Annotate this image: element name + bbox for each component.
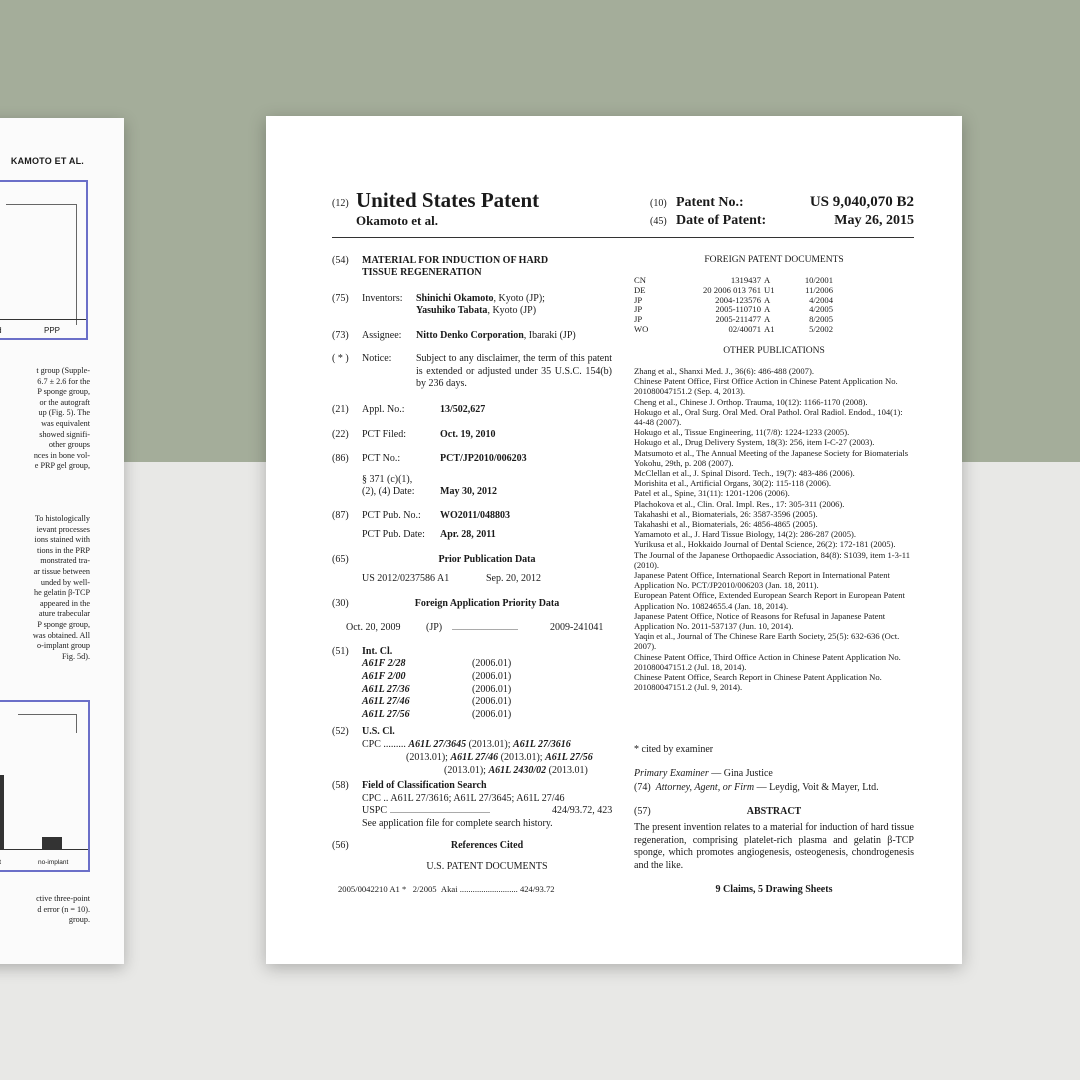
pct-pub-no-label: PCT Pub. No.: bbox=[362, 510, 421, 521]
claims-summary: 9 Claims, 5 Drawing Sheets bbox=[715, 884, 833, 895]
attorney: (74) Attorney, Agent, or Firm — Leydig, Voit & Mayer, Ltd. bbox=[634, 782, 879, 793]
int-cl-code: A61F 2/00 bbox=[362, 670, 406, 682]
inventors-label: Inventors: bbox=[362, 293, 403, 304]
left-page-header: KAMOTO ET AL. bbox=[10, 156, 84, 166]
fcs-uspc-label: USPC bbox=[362, 805, 388, 816]
us-doc-row: 2005/0042210 A1 * 2/2005 Akai ........................... 424/93.72 bbox=[338, 884, 555, 894]
code-notice: ( * ) bbox=[332, 353, 349, 364]
foreign-doc-row bbox=[634, 325, 836, 335]
code-21: (21) bbox=[332, 404, 349, 415]
cpc-line-3: (2013.01); A61L 2430/02 (2013.01) bbox=[444, 765, 588, 776]
code-22: (22) bbox=[332, 429, 349, 440]
patent-date: May 26, 2015 bbox=[834, 213, 914, 228]
chart-label bbox=[0, 859, 1, 866]
foreign-doc-date: 11/2006 bbox=[805, 284, 833, 295]
fcs-uspc-dots: .................................................. bbox=[390, 806, 490, 815]
int-cl-label: Int. Cl. bbox=[362, 646, 393, 657]
abstract-text: The present invention relates to a material for induction of hard tissue regeneration, comprising platelet-rich plasma and gelatin β-TCP sponge, which promotes angiogenesis, osteogenesis, chondrogenesis and the like. bbox=[634, 822, 914, 871]
code-86: (86) bbox=[332, 453, 349, 464]
chart-bracket bbox=[18, 714, 77, 733]
int-cl-row bbox=[362, 658, 511, 671]
other-pub-item: Takahashi et al., Biomaterials, 26: 3587-3596 (2005). bbox=[634, 508, 818, 519]
invention-title-2: TISSUE REGENERATION bbox=[362, 267, 482, 278]
left-text-line: up (Fig. 5). The bbox=[38, 408, 90, 418]
left-text-line: o-implant group bbox=[37, 641, 90, 651]
left-text-line: e PRP gel group, bbox=[34, 461, 90, 471]
int-cl-version: (2006.01) bbox=[472, 658, 512, 669]
patent-no: US 9,040,070 B2 bbox=[809, 194, 914, 210]
patent-no-label: Patent No.: bbox=[676, 195, 744, 210]
chart-axis bbox=[0, 319, 86, 320]
left-text-line: tions in the PRP bbox=[36, 545, 90, 555]
int-cl-row bbox=[362, 671, 511, 684]
code-57: (57) bbox=[634, 806, 651, 817]
inventor-2: Yasuhiko Tabata, Kyoto (JP) bbox=[416, 305, 537, 316]
int-cl-version: (2006.01) bbox=[472, 670, 512, 682]
left-partial-page bbox=[0, 118, 124, 964]
foreign-doc-date: 4/2005 bbox=[809, 304, 833, 315]
foreign-doc-kind: A bbox=[764, 314, 771, 325]
int-cl-row bbox=[362, 696, 511, 709]
int-cl-code: A61L 27/36 bbox=[362, 683, 410, 695]
other-pub-item: The Journal of the Japanese Orthopaedic Association, 84(8): S1039, item 1-3-11 (2010). bbox=[634, 549, 911, 570]
other-pub-item: Yaqin et al., Journal of The Chinese Rare Earth Society, 25(5): 632-636 (Oct. 2007). bbox=[634, 631, 900, 652]
left-text-block-2 bbox=[0, 514, 90, 662]
notice-text: Subject to any disclaimer, the term of this patent is extended or adjusted under 35 U.S.C. 154(b) by 236 days. bbox=[416, 353, 612, 389]
other-pub-item: McClellan et al., J. Spinal Disord. Tech., 19(7): 483-486 (2006). bbox=[634, 468, 855, 479]
left-text-line: To histologically bbox=[34, 514, 90, 523]
int-cl-version: (2006.01) bbox=[472, 683, 512, 695]
left-text-line: showed signifi- bbox=[39, 429, 90, 439]
int-cl-version: (2006.01) bbox=[472, 696, 512, 708]
foreign-doc-no: 02/40071 bbox=[728, 323, 761, 334]
patent-page bbox=[266, 116, 962, 964]
int-cl-row bbox=[362, 684, 511, 697]
other-pub-item: Patel et al., Spine, 31(11): 1201-1206 (2006). bbox=[634, 488, 790, 499]
chart-label: PPP bbox=[44, 326, 61, 335]
prior-pub-no: US 2012/0237586 A1 bbox=[362, 573, 450, 584]
left-text-line: t group (Supple- bbox=[36, 366, 90, 375]
date-label: Date of Patent: bbox=[676, 213, 767, 228]
patent-title: United States Patent bbox=[356, 188, 540, 212]
abstract-heading: ABSTRACT bbox=[746, 806, 802, 817]
foreign-doc-kind: A1 bbox=[764, 323, 775, 334]
other-pub-item: Yurikusa et al., Hokkaido Journal of Dental Science, 26(2): 172-181 (2005). bbox=[634, 539, 896, 550]
foreign-doc-kind: A bbox=[764, 304, 771, 315]
foreign-docs-heading: FOREIGN PATENT DOCUMENTS bbox=[704, 255, 844, 265]
code-10: (10) bbox=[650, 198, 667, 209]
appl-no: 13/502,627 bbox=[440, 404, 486, 415]
left-text-line: group. bbox=[68, 915, 90, 925]
left-chart-2 bbox=[0, 700, 90, 872]
notice-label: Notice: bbox=[362, 353, 392, 364]
left-text-line: ions stained with bbox=[34, 535, 90, 545]
foreign-doc-no: 2005-211477 bbox=[715, 314, 761, 325]
foreign-doc-country: JP bbox=[634, 304, 643, 315]
left-text-line: was obtained. All bbox=[32, 630, 90, 640]
left-text-block-3 bbox=[0, 894, 90, 926]
chart-bracket bbox=[6, 204, 77, 325]
chart-axis bbox=[0, 849, 88, 850]
refs-heading: References Cited bbox=[450, 840, 524, 851]
other-pub-item: Zhang et al., Shanxi Med. J., 36(6): 486-488 (2007). bbox=[634, 366, 814, 376]
chart-label bbox=[0, 326, 2, 335]
code-52: (52) bbox=[332, 726, 349, 737]
prior-pub-heading: Prior Publication Data bbox=[438, 554, 536, 565]
left-text-line: nces in bone vol- bbox=[33, 450, 90, 460]
inventor-1: Shinichi Okamoto, Kyoto (JP); bbox=[416, 293, 545, 304]
left-text-line: 6.7 ± 2.6 for the bbox=[37, 376, 90, 386]
left-text-line: or the autograft bbox=[39, 397, 90, 407]
other-pub-item: Japanese Patent Office, Notice of Reasons for Refusal in Japanese Patent Application No. 2011-537137 (Jun. 10, 2014). bbox=[634, 610, 886, 632]
other-pub-item: Takahashi et al., Biomaterials, 26: 4856-4865 (2005). bbox=[634, 519, 818, 530]
left-text-line: ctive three-point bbox=[36, 894, 90, 903]
pct-filed-label: PCT Filed: bbox=[362, 429, 406, 440]
code-45: (45) bbox=[650, 216, 667, 227]
left-text-block-1 bbox=[0, 366, 90, 472]
fp-dots: ................................. bbox=[452, 623, 518, 632]
pct-filed: Oct. 19, 2010 bbox=[440, 429, 496, 440]
other-pub-item: Matsumoto et al., The Annual Meeting of the Japanese Society for Biomaterials Yokohu, 29th, p. 208 (2007). bbox=[634, 447, 909, 468]
other-pub-item: Chinese Patent Office, Search Report in Chinese Patent Application No. 201080047151.2 (Jul. 9, 2014). bbox=[634, 672, 882, 693]
int-cl-table bbox=[362, 658, 511, 722]
foreign-doc-country: CN bbox=[634, 275, 646, 285]
other-pub-item: Chinese Patent Office, First Office Action in Chinese Patent Application No. 201080047151.2 (Sep. 4, 2013). bbox=[634, 376, 898, 397]
s371-label-2: (2), (4) Date: bbox=[362, 486, 415, 497]
other-pub-item: Plachokova et al., Clin. Oral. Impl. Res., 17: 305-311 (2006). bbox=[634, 498, 845, 509]
foreign-doc-no: 1319437 bbox=[730, 275, 761, 285]
pct-no: PCT/JP2010/006203 bbox=[440, 453, 527, 464]
primary-examiner: Primary Examiner — Gina Justice bbox=[634, 768, 773, 779]
int-cl-row bbox=[362, 709, 511, 722]
foreign-doc-kind: A bbox=[764, 275, 771, 285]
left-text-line: monstrated tra- bbox=[40, 556, 90, 566]
foreign-priority-heading: Foreign Application Priority Data bbox=[414, 598, 560, 609]
code-30: (30) bbox=[332, 598, 349, 609]
pct-pub-date-label: PCT Pub. Date: bbox=[362, 529, 425, 540]
int-cl-code: A61F 2/28 bbox=[362, 658, 406, 669]
foreign-docs-table bbox=[634, 276, 836, 335]
other-pub-item: Hokugo et al., Tissue Engineering, 11(7/8): 1224-1233 (2005). bbox=[634, 427, 850, 438]
int-cl-version: (2006.01) bbox=[472, 709, 512, 721]
int-cl-code: A61L 27/56 bbox=[362, 709, 410, 721]
cpc-line-2: (2013.01); A61L 27/46 (2013.01); A61L 27/56 bbox=[406, 752, 593, 763]
left-text-line: Fig. 5d). bbox=[62, 651, 90, 661]
code-54: (54) bbox=[332, 255, 349, 266]
int-cl-code: A61L 27/46 bbox=[362, 696, 410, 708]
s371-label-1: § 371 (c)(1), bbox=[362, 474, 413, 485]
us-docs-heading: U.S. PATENT DOCUMENTS bbox=[426, 861, 548, 872]
other-pub-item: European Patent Office, Extended European Search Report in European Patent Application No. 10824655.4 (Jan. 18, 2014). bbox=[634, 590, 905, 611]
left-text-line: unded by well- bbox=[40, 577, 90, 587]
foreign-doc-kind: A bbox=[764, 294, 771, 305]
prior-pub-date: Sep. 20, 2012 bbox=[486, 573, 541, 584]
left-text-line: ievant processes bbox=[36, 524, 90, 534]
other-pub-item: Cheng et al., Chinese J. Orthop. Trauma, 10(12): 1166-1170 (2008). bbox=[634, 396, 868, 407]
pct-pub-date: Apr. 28, 2011 bbox=[440, 529, 496, 540]
assignee: Nitto Denko Corporation, Ibaraki (JP) bbox=[416, 330, 576, 341]
fp-no: 2009-241041 bbox=[550, 622, 604, 633]
other-pubs-heading: OTHER PUBLICATIONS bbox=[723, 346, 825, 356]
left-text-line: other groups bbox=[48, 440, 90, 450]
code-73: (73) bbox=[332, 330, 349, 341]
other-pub-item: Yamamoto et al., J. Hard Tissue Biology, 14(2): 286-287 (2005). bbox=[634, 529, 857, 540]
left-text-line: appeared in the bbox=[39, 598, 90, 608]
foreign-doc-kind: U1 bbox=[764, 284, 775, 295]
other-pub-item: Hokugo et al., Drug Delivery System, 18(3): 256, item I-C-27 (2003). bbox=[634, 437, 875, 448]
other-pub-item: Morishita et al., Artificial Organs, 30(2): 115-118 (2006). bbox=[634, 478, 832, 489]
foreign-doc-country: WO bbox=[634, 323, 649, 334]
other-pub-item: Hokugo et al., Oral Surg. Oral Med. Oral Pathol. Oral Radiol. Endod., 104(1): 44-48 (2007). bbox=[634, 406, 903, 428]
foreign-doc-date: 8/2005 bbox=[809, 314, 833, 325]
left-text-line: ature trabecular bbox=[38, 609, 90, 619]
fcs-see: See application file for complete search history. bbox=[362, 818, 553, 829]
chart-bar bbox=[0, 775, 4, 849]
code-65: (65) bbox=[332, 554, 349, 565]
foreign-doc-no: 20 2006 013 761 bbox=[702, 284, 761, 295]
foreign-doc-date: 5/2002 bbox=[809, 323, 833, 334]
cpc-line-1: CPC ......... A61L 27/3645 (2013.01); A61L 27/3616 bbox=[362, 739, 571, 750]
code-75: (75) bbox=[332, 293, 349, 304]
left-text-line: was equivalent bbox=[41, 418, 90, 428]
code-87: (87) bbox=[332, 510, 349, 521]
foreign-doc-country: DE bbox=[634, 284, 646, 295]
inventors-short: Okamoto et al. bbox=[356, 213, 438, 228]
pct-no-label: PCT No.: bbox=[362, 453, 401, 464]
code-51: (51) bbox=[332, 646, 349, 657]
chart-label: no-implant bbox=[38, 859, 69, 866]
fcs-uspc-value: 424/93.72, 423 bbox=[552, 805, 613, 816]
foreign-doc-country: JP bbox=[634, 294, 643, 305]
foreign-doc-date: 10/2001 bbox=[804, 275, 833, 285]
code-12: (12) bbox=[332, 198, 349, 209]
left-text-line: he gelatin β-TCP bbox=[33, 588, 90, 598]
s371-date: May 30, 2012 bbox=[440, 486, 497, 497]
left-chart-1 bbox=[0, 180, 88, 340]
fp-date: Oct. 20, 2009 bbox=[346, 622, 401, 633]
appl-label: Appl. No.: bbox=[362, 404, 405, 415]
foreign-doc-country: JP bbox=[634, 314, 643, 325]
foreign-doc-date: 4/2004 bbox=[809, 294, 833, 305]
left-text-line: ar tissue between bbox=[33, 566, 90, 576]
code-58: (58) bbox=[332, 780, 349, 791]
left-text-line: P sponge group, bbox=[37, 619, 90, 629]
fp-country: (JP) bbox=[426, 622, 443, 633]
other-pub-item: Japanese Patent Office, International Search Report in International Patent Application No. PCT/JP2010/006203 (Jan. 18, 2011). bbox=[634, 570, 890, 591]
other-pub-item: Chinese Patent Office, Third Office Action in Chinese Patent Application No. 201080047151.2 (Jul. 18, 2014). bbox=[634, 651, 901, 672]
pct-pub-no: WO2011/048803 bbox=[440, 510, 511, 521]
code-56: (56) bbox=[332, 840, 349, 851]
header-rule bbox=[332, 237, 914, 238]
left-text-line: d error (n = 10). bbox=[37, 904, 90, 914]
us-cl-label: U.S. Cl. bbox=[362, 726, 395, 737]
chart-bar bbox=[42, 837, 62, 849]
foreign-doc-no: 2005-110710 bbox=[715, 304, 761, 315]
assignee-label: Assignee: bbox=[362, 330, 402, 341]
cited-by-examiner: * cited by examiner bbox=[634, 744, 714, 755]
fcs-cpc: CPC .. A61L 27/3616; A61L 27/3645; A61L 27/46 bbox=[362, 793, 565, 804]
foreign-doc-no: 2004-123576 bbox=[715, 294, 761, 305]
other-pubs-list bbox=[634, 366, 914, 693]
field-heading: Field of Classification Search bbox=[362, 780, 487, 791]
invention-title-1: MATERIAL FOR INDUCTION OF HARD bbox=[362, 255, 549, 266]
left-text-line: P sponge group, bbox=[37, 387, 90, 397]
